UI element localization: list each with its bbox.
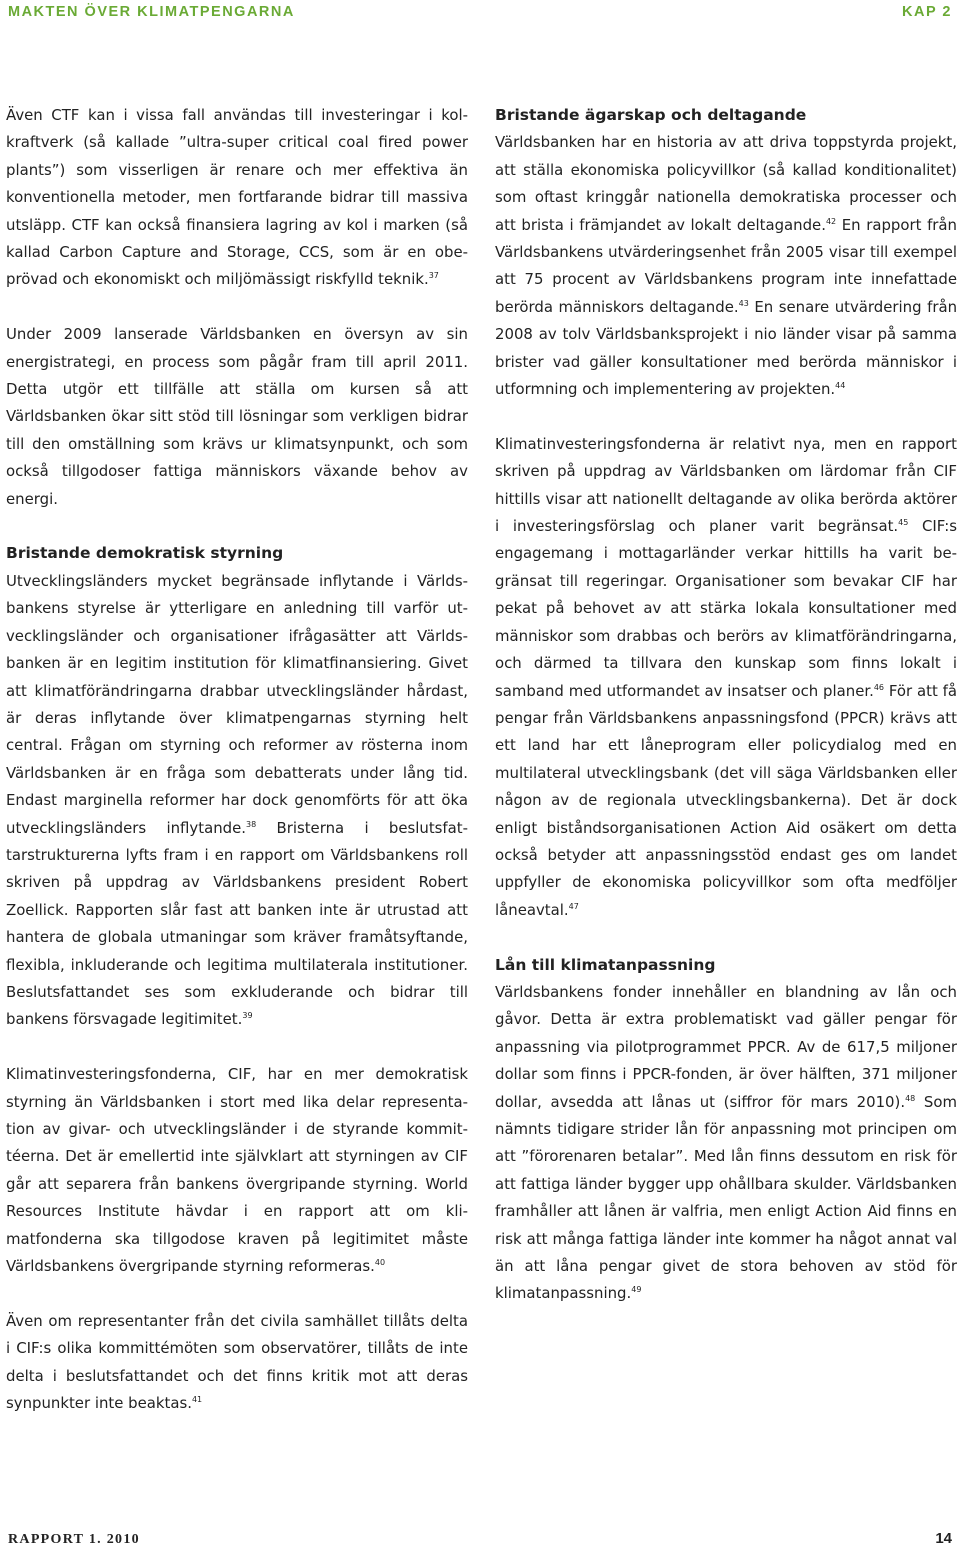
running-title: MAKTEN ÖVER KLIMATPENGARNA: [8, 4, 295, 20]
footnote-ref: 43: [738, 298, 749, 308]
chapter-label: KAP 2: [902, 4, 952, 20]
paragraph-energy-strategy: [6, 321, 468, 513]
paragraph-text: Världsbankens fonder innehåller en blandning av lån och gåvor. Detta är extra problematiskt vad gäller pengar för anpassning via pilotprogrammet PPCR. Av de 617,5 miljoner dollar som finns i PPCR-fonden, är över hälften, 371 miljoner dollar, avsedda att lånas ut (siffror för mars 2010).: [495, 982, 957, 1111]
paragraph-loans: [495, 979, 957, 1308]
footnote-ref: 49: [631, 1285, 642, 1295]
footnote-ref: 47: [568, 901, 579, 911]
paragraph-text: Klimatinvesteringsfonderna är relativt nya, men en rapport skriven på uppdrag av Världsbanken om lärdomar från CIF hittills visar att nationellt deltagande av olika berörda aktörer i investeringsförslag och planer varit begränsat.: [495, 434, 957, 536]
paragraph-top-down: [495, 129, 957, 403]
paragraph-text: Även CTF kan i vissa fall användas till investeringar i kolkraftverk (så kallade ”ultra-super critical coal fired power plants”) som visserligen är renare och mer effektiva än konventionella metoder, men fortfarande bidrar till massiva utsläpp. CTF kan också finansiera lagring av kol i marken (så kallad Carbon Capture and Storage, CCS, som är en obeprövad och ekonomiskt och miljömässigt riskfylld teknik.: [6, 106, 468, 289]
paragraph-ctf-coal: [6, 102, 468, 294]
footnote-ref: 41: [191, 1395, 203, 1405]
paragraph-text: CIF:s engagemang i mottagarländer verkar hittills ha varit begränsat till regeringar. Organisationer som bevakar CIF har pekat på behovet av att stärka lokala konsultationer med människor som drabbas och berörs av klimatförändringarna, och därmed ta tillvara den kunskap som finns lokalt i samband med utformandet av insatser och planer.: [495, 517, 957, 700]
heading-democratic-governance: Bristande demokratisk styrning: [6, 544, 284, 563]
right-column: [495, 102, 957, 1308]
paragraph-text: Världsbanken har en historia av att driva toppstyrda projekt, att ställa ekonomiska policyvillkor (så kallad konditionalitet) som oftast kringgår nationella demokratiska processer och att brista i främjandet av lokalt deltagande.: [495, 133, 957, 234]
paragraph-influence: [6, 568, 468, 1034]
paragraph-text: Även om representanter från det civila samhället tillåts delta i CIF:s olika kommittémöten som observatörer, tillåts de inte delta i beslutsfattandet och det finns kritik mot att deras synpunkter inte beaktas.: [6, 1311, 468, 1413]
paragraph-text: Under 2009 lanserade Världsbanken en översyn av sin energistrategi, en process som pågår fram till april 2011. Detta utgör ett tillfälle att ställa om kursen så att Världsbanken ökar sitt stöd till lösningar som verkligen bidrar till den omställning som krävs ur klimatsynpunkt, och som också tillgodoser fattiga människors växande behov av energi.: [6, 325, 468, 508]
heading-ownership: Bristande ägarskap och deltagande: [495, 106, 807, 124]
footnote-ref: 38: [246, 819, 257, 829]
paragraph-text: En senare utvärdering från 2008 av tolv Världsbanksprojekt i nio länder visar på samma brister vad gäller konsultationer med berörda människor i utformning och implementering av projekten.: [495, 297, 958, 399]
paragraph-text: Bristerna i beslutsfattarstrukturerna lyfts fram i en rapport om Världsbankens roll skriven på uppdrag av Världsbankens president Robert Zoellick. Rapporten slår fast att banken inte är utrustad att hantera de globala utmaningar som kräver framåtsyftande, flexibla, inkluderande och legitima multilaterala institutioner. Beslutsfattandet ses som exkluderande och bidrar till bankens försvagade legitimitet.: [6, 818, 469, 1029]
page-header: [0, 0, 960, 26]
page-number: 14: [935, 1530, 952, 1547]
footnote-ref: 42: [825, 216, 837, 226]
footnote-ref: 46: [873, 682, 885, 692]
paragraph-text: Som nämnts tidigare strider lån för anpassning mot principen om att ”förorenaren betalar”. Med lån finns dessutom en risk för att fattiga länder bygger upp ohållbara skulder. Världsbanken framhåller att lånen är valfria, men enligt Action Aid finns en risk att många fattiga länder inte kommer ha något annat val än att låna pengar givet de stora behoven av stöd för klimatanpassning.: [495, 1092, 957, 1303]
paragraph-cif-participation: [495, 431, 957, 924]
paragraph-civil-society: [6, 1308, 468, 1418]
footnote-ref: 48: [905, 1093, 916, 1103]
footnote-ref: 44: [835, 381, 846, 391]
footnote-ref: 40: [374, 1258, 386, 1268]
heading-adaptation-loans: Lån till klimatanpassning: [495, 955, 716, 974]
footnote-ref: 37: [428, 271, 439, 281]
footnote-ref: 39: [242, 1011, 253, 1021]
footnote-ref: 45: [898, 518, 909, 528]
report-label: RAPPORT 1. 2010: [8, 1532, 140, 1547]
paragraph-text: Klimatinvesteringsfonderna, CIF, har en mer demokratisk styrning än Världsbanken i stort med lika delar representation av givar- och utvecklingsländer i de styrande kommittéerna. Det är emellertid inte självklart att styrningen av CIF går att separera från bankens övergripande styrning. World Resources Institute hävdar i en rapport att om klimatfonderna ska tillgodose kraven på legitimitet måste Världsbankens övergripande styrning reformeras.: [6, 1065, 468, 1276]
paragraph-text: För att få pengar från Världsbankens anpassningsfond (PPCR) krävs att ett land har ett låneprogram eller policydialog med en multilateral utvecklingsbank (det vill säga Världsbanken eller någon av de regionala utvecklingsbankerna). Det är dock enligt biståndsorganisationen Action Aid osäkert om detta också betyder att anpassningsstöd endast ges om landet uppfyller de ekonomiska policyvillkor som ofta medföljer låneavtal.: [495, 681, 957, 919]
paragraph-text: En rapport från Världsbankens utvärderingsenhet från 2005 visar till exempel att 75 procent av Världsbankens program inte innefattade berörda människors deltagande.: [495, 215, 957, 316]
left-column: [6, 102, 468, 1417]
paragraph-cif-governance: [6, 1061, 468, 1280]
paragraph-text: Utvecklingsländers mycket begränsade inflytande i Världsbankens styrelse är ytterligare en anledning till varför utvecklingsländer och organisationer ifrågasätter att Världsbanken är en legitim institution för klimatfinansiering. Givet att klimatförändringarna drabbar utvecklingsländer hårdast, är deras inflytande över klimatpengarnas styrning helt central. Frågan om styrning och reformer av rösterna inom Världsbanken är en fråga som debatterats under lång tid. Endast marginella reformer har dock genomförts för att öka utvecklingsländers inflytande.: [6, 571, 468, 837]
